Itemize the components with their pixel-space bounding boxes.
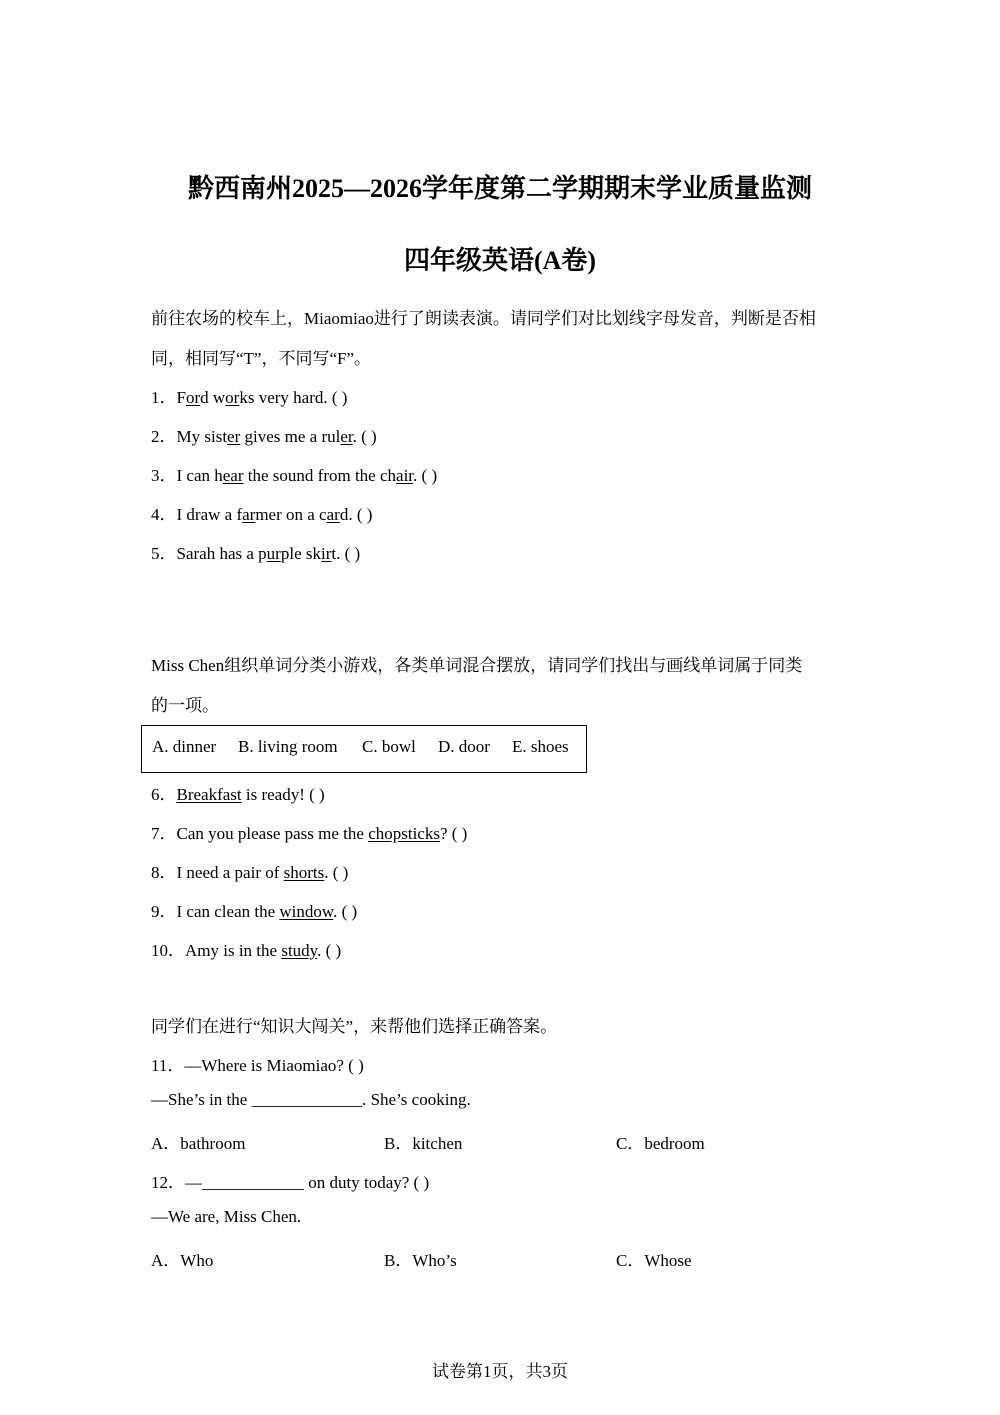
underlined-word: chopsticks [368, 824, 440, 843]
question-number: 6． [151, 785, 177, 804]
question-number: 2． [151, 427, 177, 446]
question-number: 3． [151, 466, 177, 485]
section3-intro: 同学们在进行“知识大闯关”，来帮他们选择正确答案。 [151, 1017, 558, 1036]
underlined-letters: ir [320, 544, 332, 563]
question-number: 5． [151, 544, 177, 563]
question-number: 4． [151, 505, 177, 524]
exam-subtitle: 四年级英语(A卷) [403, 246, 597, 275]
question-3 [151, 461, 437, 486]
question-number: 8． [151, 863, 177, 882]
question-12-option-c: C．Whose [616, 1251, 692, 1270]
text: t. ( ) [331, 544, 361, 563]
text: . ( ) [333, 902, 358, 921]
text: . ( ) [317, 941, 342, 960]
underlined-letters: ar [326, 505, 340, 524]
exam-title: 黔西南州2025—2026学年度第二学期期末学业质量监测 [187, 174, 812, 203]
question-12-option-a: A．Who [151, 1251, 214, 1270]
underlined-word: study [281, 941, 318, 960]
underlined-letters: ar [242, 505, 256, 524]
page-footer: 试卷第1页，共3页 [432, 1362, 568, 1381]
text: gives me a rul [240, 427, 341, 446]
question-9 [151, 897, 357, 922]
question-11-option-b: B．kitchen [384, 1134, 463, 1153]
section2-intro-line2: 的一项。 [151, 696, 219, 715]
section2-intro-line1: Miss Chen组织单词分类小游戏，各类单词混合摆放，请同学们找出与画线单词属于同类 [151, 656, 803, 675]
underlined-letters: or [225, 388, 240, 407]
question-1 [151, 383, 347, 408]
section1-intro-line2: 同，相同写“T”，不同写“F”。 [151, 349, 372, 368]
text: Can you please pass me the [176, 824, 369, 843]
text: I can clean the [176, 902, 280, 921]
underlined-letters: er [340, 427, 353, 446]
text: Amy is in the [185, 941, 282, 960]
question-number: 9． [151, 902, 177, 921]
question-number: 1． [151, 388, 177, 407]
text: the sound from the ch [243, 466, 397, 485]
text: d. ( ) [339, 505, 373, 524]
text: . ( ) [413, 466, 438, 485]
text: ple sk [280, 544, 321, 563]
question-6 [151, 780, 325, 805]
text: d w [200, 388, 226, 407]
question-11-option-c: C．bedroom [616, 1134, 705, 1153]
word-option-a: A. dinner [152, 737, 217, 756]
question-2 [151, 422, 377, 447]
text: Sarah has a p [176, 544, 267, 563]
text: F [176, 388, 186, 407]
question-12-line2: —We are, Miss Chen. [151, 1207, 302, 1226]
question-7 [151, 819, 467, 844]
word-option-e: E. shoes [512, 737, 569, 756]
word-option-c: C. bowl [362, 737, 416, 756]
underlined-letters: ear [222, 466, 244, 485]
question-11-line1: 11．—Where is Miaomiao? ( ) [151, 1056, 364, 1075]
underlined-letters: er [227, 427, 241, 446]
question-11-option-a: A．bathroom [151, 1134, 246, 1153]
question-number: 10． [151, 941, 185, 960]
text: I draw a f [176, 505, 243, 524]
question-5 [151, 539, 360, 564]
text: is ready! ( ) [241, 785, 325, 804]
text: ks very hard. ( ) [239, 388, 348, 407]
underlined-letters: ur [266, 544, 281, 563]
question-12-line1: 12．—____________ on duty today? ( ) [151, 1173, 430, 1192]
question-number: 7． [151, 824, 177, 843]
question-10 [151, 936, 341, 961]
underlined-word: window [279, 902, 334, 921]
word-bank-box [141, 725, 587, 773]
underlined-word: shorts [283, 863, 325, 882]
underlined-word: Breakfast [176, 785, 242, 804]
text: I can h [176, 466, 223, 485]
question-4 [151, 500, 372, 525]
section1-intro-line1: 前往农场的校车上，Miaomiao进行了朗读表演。请同学们对比划线字母发音，判断是否相 [151, 309, 816, 328]
question-12-option-b: B．Who’s [384, 1251, 457, 1270]
underlined-letters: air [396, 466, 414, 485]
word-option-d: D. door [438, 737, 490, 756]
text: I need a pair of [176, 863, 284, 882]
text: My sist [176, 427, 228, 446]
text: mer on a c [255, 505, 327, 524]
text: . ( ) [324, 863, 349, 882]
question-8 [151, 858, 348, 883]
word-option-b: B. living room [238, 737, 338, 756]
text: . ( ) [352, 427, 377, 446]
question-11-line2: —She’s in the _____________. She’s cooking. [151, 1090, 471, 1109]
underlined-letters: or [185, 388, 201, 407]
text: ? ( ) [439, 824, 468, 843]
